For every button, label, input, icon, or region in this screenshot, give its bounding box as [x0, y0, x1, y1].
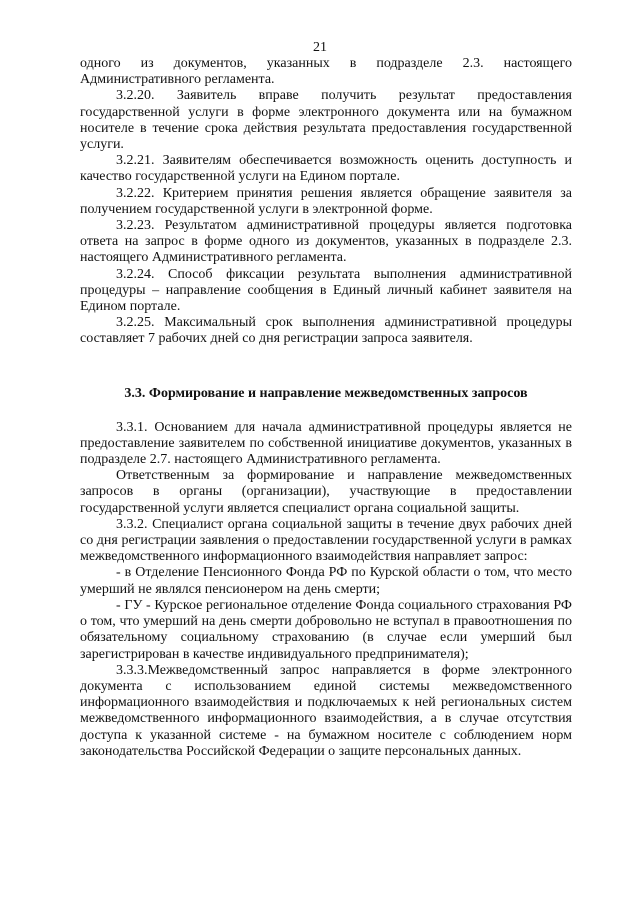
paragraph-responsible: Ответственным за формирование и направление межведомственных запросов в органы (организации), участвующие в предоставлении государственной услуги является специалист органа социальной защиты.	[80, 468, 572, 516]
page-number: 21	[313, 40, 327, 55]
paragraph-3-2-21: 3.2.21. Заявителям обеспечивается возможность оценить доступность и качество государственной услуги на Едином портале.	[80, 153, 572, 185]
section-heading: 3.3. Формирование и направление межведомственных запросов	[124, 385, 528, 401]
list-item-pension-fund: - в Отделение Пенсионного Фонда РФ по Курской области о том, что место умерший не являлся пенсионером на день смерти;	[80, 565, 572, 597]
paragraph-3-2-22: 3.2.22. Критерием принятия решения является обращение заявителя за получением государственной услуги в электронной форме.	[80, 185, 572, 217]
paragraph-3-3-1: 3.3.1. Основанием для начала административной процедуры является не предоставление заявителем по собственной инициативе документов, указанных в подразделе 2.7. настоящего Административного регламента.	[80, 419, 572, 468]
paragraph-3-2-23: 3.2.23. Результатом административной процедуры является подготовка ответа на запрос в форме одного из документов, указанных в подразделе 2.3. настоящего Административного регламента.	[80, 218, 572, 266]
paragraph-3-3-2: 3.3.2. Специалист органа социальной защиты в течение двух рабочих дней со дня регистрации заявления о предоставлении государственной услуги в рамках межведомственного информационного взаимодействия направляет запрос:	[80, 516, 572, 565]
document-body	[80, 56, 572, 760]
paragraph: одного из документов, указанных в подразделе 2.3. настоящего Административного регламента.	[80, 56, 572, 88]
list-item-social-insurance: - ГУ - Курское региональное отделение Фонда социального страхования РФ о том, что умерший на день смерти добровольно не вступал в правоотношения по обязательному социальному страхованию (в случае если умерший был зарегистрирован в качестве индивидуального предпринимателя);	[80, 597, 572, 662]
paragraph-3-2-24: 3.2.24. Способ фиксации результата выполнения административной процедуры – направление сообщения в Единый личный кабинет заявителя на Едином портале.	[80, 266, 572, 315]
spacer	[80, 402, 572, 420]
paragraph-3-3-3: 3.3.3.Межведомственный запрос направляется в форме электронного документа с использованием единой системы межведомственного информационного взаимодействия и подключаемых к ней региональных систем межведомственного информационного взаимодействия, а в случае отсутствия доступа к указанной системе - на бумажном носителе с соблюдением норм законодательства Российской Федерации о защите персональных данных.	[80, 662, 572, 759]
paragraph-3-2-20: 3.2.20. Заявитель вправе получить результат предоставления государственной услуги в форме электронного документа или на бумажном носителе в течение срока действия результата предоставления государственной услуги.	[80, 88, 572, 153]
spacer	[80, 348, 572, 386]
paragraph-3-2-25: 3.2.25. Максимальный срок выполнения административной процедуры составляет 7 рабочих дней со дня регистрации запроса заявителя.	[80, 315, 572, 347]
